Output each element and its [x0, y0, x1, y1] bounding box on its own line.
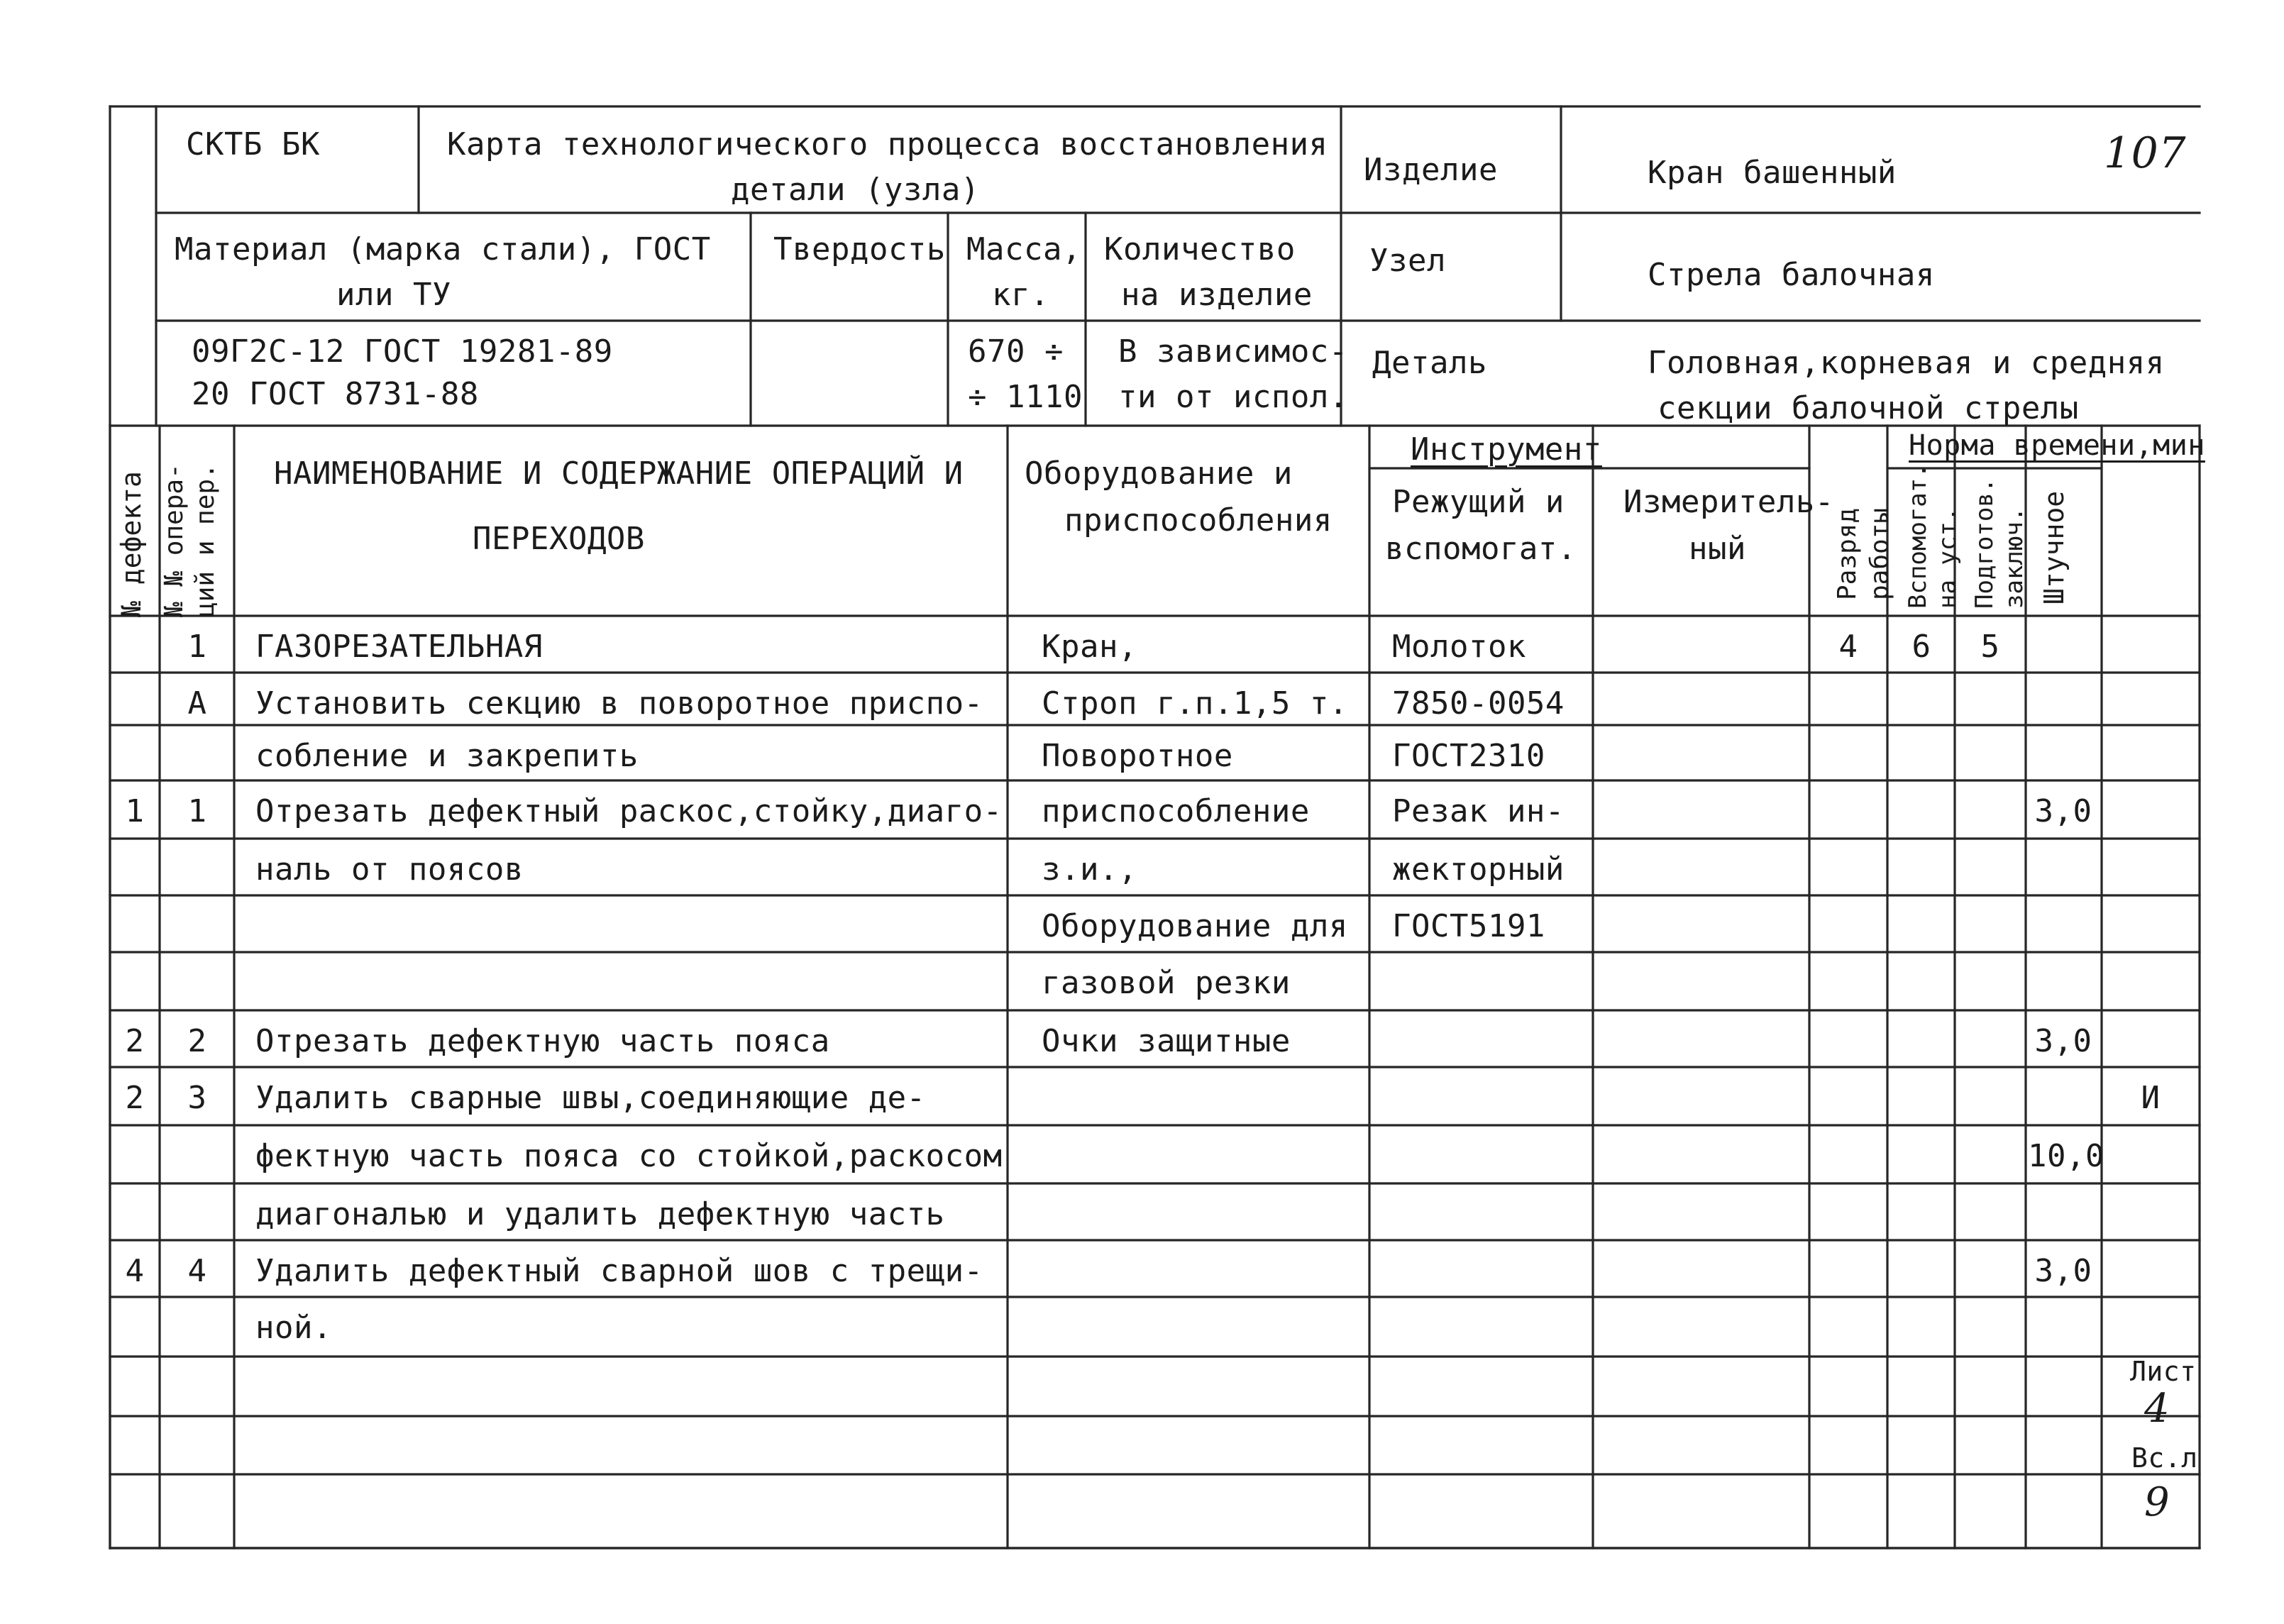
cell-op: 1 [187, 629, 207, 665]
cell-text: фектную часть пояса со стойкой,раскосом [255, 1138, 1003, 1174]
col-measuring-tool: Измеритель- [1623, 484, 1834, 520]
cell-text: Отрезать дефектный раскос,стойку,диаго- [255, 793, 1003, 829]
cell-tool: Резак ин- [1392, 793, 1565, 829]
col-piece-time: Штучное [2039, 490, 2070, 604]
quantity-value-line2: ти от испол. [1118, 379, 1348, 415]
col-work-grade: Разряд [1833, 507, 1862, 600]
cell-tool: ГОСТ2310 [1392, 738, 1545, 774]
material-label: Материал (марка стали), ГОСТ [175, 231, 711, 267]
handwritten-page-number: 107 [2104, 128, 2187, 178]
quantity-value: В зависимос- [1118, 333, 1348, 370]
cell-op: А [187, 685, 207, 722]
col-defect-number: № дефекта [116, 471, 147, 617]
cell-defect: 2 [125, 1023, 145, 1059]
part-value-line2: секции балочной стрелы [1657, 390, 2079, 426]
total-sheets-label: Вс.л [2131, 1442, 2198, 1474]
col-measuring-tool-line2: ный [1689, 531, 1746, 567]
cell-equip: приспособление [1042, 793, 1310, 829]
cell-defect: 4 [125, 1253, 145, 1289]
cell-text: ГАЗОРЕЗАТЕЛЬНАЯ [255, 629, 543, 665]
col-aux-time: Вспомогат. [1904, 463, 1932, 609]
cell-defect: 2 [125, 1080, 145, 1116]
org-name: СКТБ БК [186, 126, 320, 162]
cell-tool: ГОСТ5191 [1392, 908, 1545, 944]
cell-piece: 3,0 [2034, 1253, 2092, 1289]
mass-value-line2: ÷ 1110 [968, 379, 1083, 415]
mass-label: Масса, [966, 231, 1081, 267]
cell-equip: Оборудование для [1042, 908, 1348, 944]
unit-label: Узел [1369, 243, 1446, 279]
cell-text: Отрезать дефектную часть пояса [255, 1023, 830, 1059]
col-cutting-tool-line2: вспомогат. [1385, 531, 1577, 567]
col-equipment-line2: приспособления [1064, 502, 1333, 538]
cell-tool: жекторный [1392, 851, 1565, 888]
cell-equip: Очки защитные [1042, 1023, 1291, 1059]
cell-text: ной. [255, 1310, 332, 1346]
cell-piece: 3,0 [2034, 793, 2092, 829]
material-value: 09Г2С-12 ГОСТ 19281-89 [192, 333, 613, 370]
cell-op: 1 [187, 793, 207, 829]
material-label-line2: или ТУ [336, 277, 451, 313]
cell-piece: 3,0 [2034, 1023, 2092, 1059]
product-value: Кран башенный [1648, 155, 1897, 191]
cell-text: наль от поясов [255, 851, 524, 888]
cell-tool: Молоток [1392, 629, 1526, 665]
col-instrument: Инструмент [1411, 431, 1602, 468]
cell-text: Удалить сварные швы,соединяющие де- [255, 1080, 926, 1116]
cell-defect: 1 [125, 793, 145, 829]
cell-text: собление и закрепить [255, 738, 639, 774]
cell-aux: 6 [1911, 629, 1931, 665]
col-prep-time-line2: заключ. [2000, 507, 2029, 609]
cell-equip: Поворотное [1042, 738, 1233, 774]
cell-op: 4 [187, 1253, 207, 1289]
cell-prep: 5 [1980, 629, 2000, 665]
part-label: Деталь [1372, 345, 1487, 381]
quantity-label-line2: на изделие [1121, 277, 1313, 313]
cell-equip: газовой резки [1042, 965, 1291, 1001]
col-time-norm: Норма времени,мин [1909, 429, 2205, 462]
col-equipment: Оборудование и [1025, 455, 1293, 492]
col-work-grade-line2: работы [1865, 507, 1894, 600]
col-cutting-tool: Режущий и [1392, 484, 1565, 520]
cell-text: Установить секцию в поворотное приспо- [255, 685, 983, 722]
hardness-label: Твердость [773, 231, 946, 267]
col-operation-name: НАИМЕНОВАНИЕ И СОДЕРЖАНИЕ ОПЕРАЦИЙ И [274, 455, 964, 492]
mass-value: 670 ÷ [968, 333, 1064, 370]
cell-op: 2 [187, 1023, 207, 1059]
cell-piece: 10,0 [2028, 1138, 2104, 1174]
unit-value: Стрела балочная [1648, 257, 1935, 293]
total-sheets-number: 9 [2144, 1479, 2170, 1525]
col-operation-name-line2: ПЕРЕХОДОВ [473, 521, 645, 557]
cell-tool: 7850-0054 [1392, 685, 1565, 722]
cell-equip: Кран, [1042, 629, 1137, 665]
card-title: Карта технологического процесса восстановления [447, 126, 1328, 162]
col-aux-time-line2: на уст. [1933, 507, 1962, 609]
cell-text: диагональю и удалить дефектную часть [255, 1196, 945, 1232]
sheet-number: 4 [2144, 1386, 2170, 1432]
cell-equip: з.и., [1042, 851, 1137, 888]
product-label: Изделие [1364, 152, 1498, 188]
material-value-line2: 20 ГОСТ 8731-88 [192, 376, 479, 412]
cell-extra: И [2141, 1080, 2161, 1116]
col-operation-number-line2: ций и пер. [191, 463, 220, 617]
quantity-label: Количество [1104, 231, 1296, 267]
cell-op: 3 [187, 1080, 207, 1116]
part-value: Головная,корневая и средняя [1648, 345, 2165, 381]
cell-grade: 4 [1838, 629, 1858, 665]
sheet-label: Лист [2130, 1356, 2197, 1387]
card-title-line2: детали (узла) [731, 172, 980, 208]
mass-label-line2: кг. [992, 277, 1049, 313]
col-prep-time: Подготов. [1970, 477, 1999, 609]
cell-text: Удалить дефектный сварной шов с трещи- [255, 1253, 983, 1289]
col-operation-number: № № опера- [160, 463, 189, 617]
cell-equip: Строп г.п.1,5 т. [1042, 685, 1348, 722]
